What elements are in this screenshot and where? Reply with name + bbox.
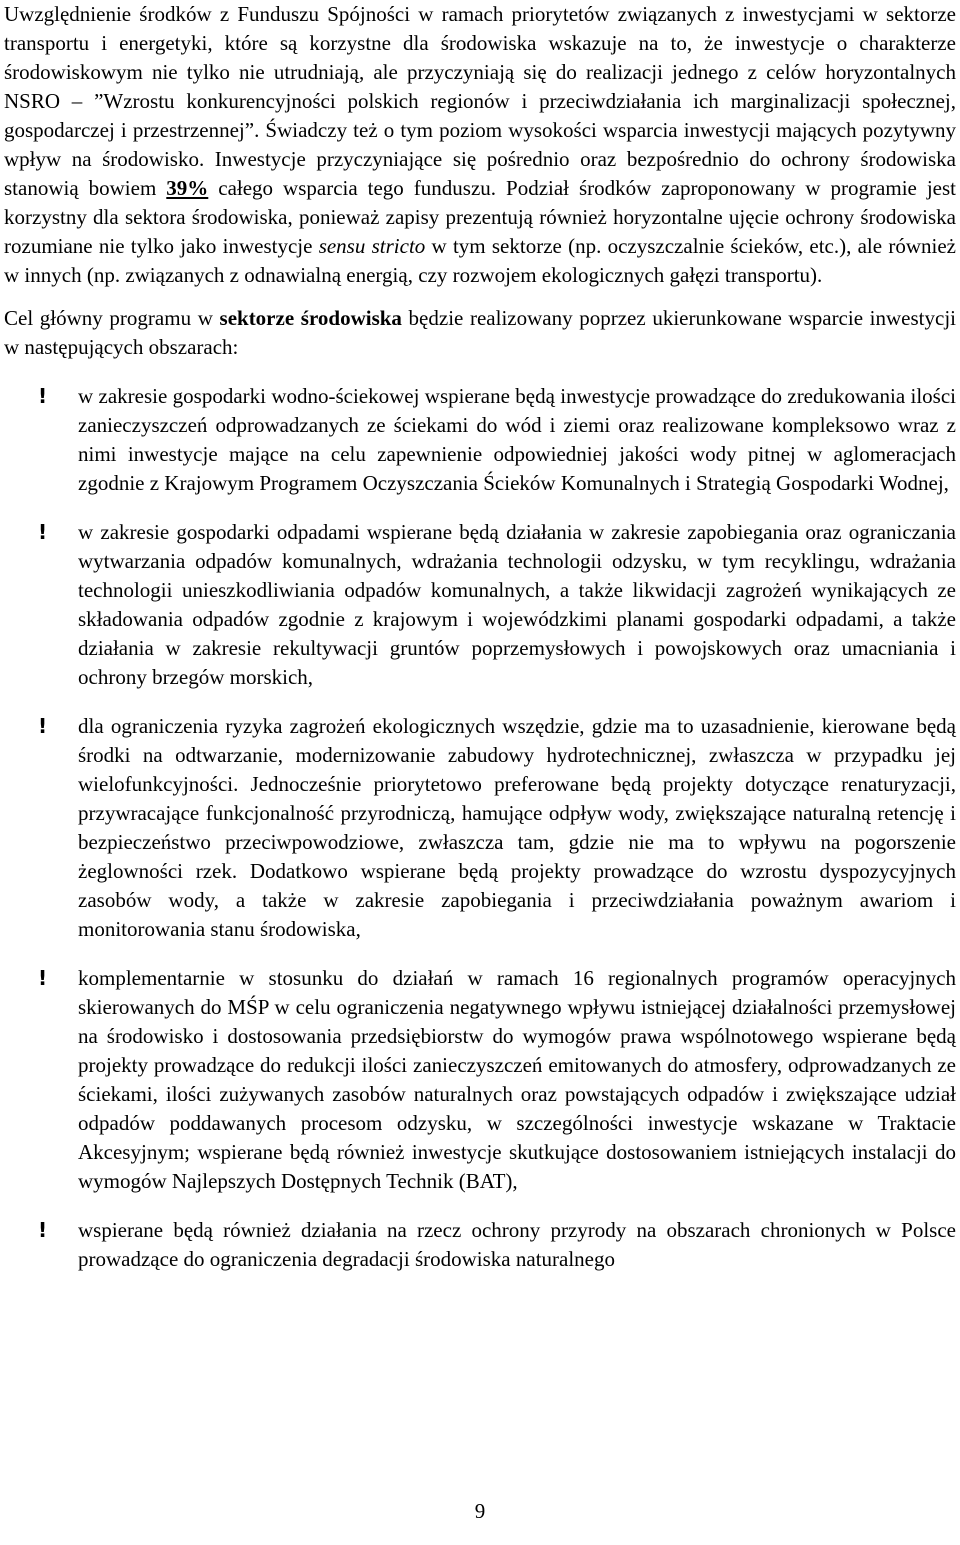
list-item	[4, 964, 956, 1196]
support-areas-list	[4, 382, 956, 1274]
intro-paragraph	[4, 0, 956, 290]
list-item	[4, 712, 956, 944]
exclamation-bullet-icon: !	[38, 966, 48, 990]
exclamation-bullet-icon: !	[38, 1218, 48, 1242]
exclamation-bullet-icon: !	[38, 714, 48, 738]
list-item-text: w zakresie gospodarki odpadami wspierane będą działania w zakresie zapobiegania oraz ograniczania wytwarzania odpadów komunalnych, wdrażania technologii odzysku, w tym recyklingu, wdrażania technologii unieszkodliwiania odpadów komunalnych, a także likwidacji zagrożeń wynikających ze składowania odpadów zgodnie z krajowym i wojewódzkimi planami gospodarki odpadami, a także działania w zakresie rekultywacji gruntów poprzemysłowych i powojskowych oraz umacniania i ochrony brzegów morskich,	[78, 520, 956, 689]
list-item	[4, 1216, 956, 1274]
intro-text-1: Uwzględnienie środków z Funduszu Spójności w ramach priorytetów związanych z inwestycjami w sektorze transportu i energetyki, które są korzystne dla środowiska wskazuje na to, że inwestycje o charakterze środowiskowym nie tylko nie utrudniają, ale przyczyniają się do realizacji jednego z celów horyzontalnych NSRO – ”Wzrostu konkurencyjności polskich regionów i przeciwdziałania ich marginalizacji społecznej, gospodarczej i przestrzennej”. Świadczy też o tym poziom wysokości wsparcia inwestycji mających pozytywny wpływ na środowisko. Inwestycje przyczyniające się pośrednio oraz bezpośrednio do ochrony środowiska stanowią bowiem	[4, 2, 956, 200]
exclamation-bullet-icon: !	[38, 384, 48, 408]
list-item-text: w zakresie gospodarki wodno-ściekowej wspierane będą inwestycje prowadzące do zredukowania ilości zanieczyszczeń odprowadzanych ze ściekami do wód i ziemi oraz realizowane kompleksowo wraz z nimi inwestycje mające na celu zapewnienie odpowiedniej jakości wody pitnej w aglomeracjach zgodnie z Krajowym Programem Oczyszczania Ścieków Komunalnych i Strategią Gospodarki Wodnej,	[78, 384, 956, 495]
list-item-text: dla ograniczenia ryzyka zagrożeń ekologicznych wszędzie, gdzie ma to uzasadnienie, kierowane będą środki na odtwarzanie, modernizowanie zabudowy hydrotechnicznej, zwłaszcza w przypadku jej wielofunkcyjności. Jednocześnie priorytetowo preferowane będą projekty dotyczące renaturyzacji, przywracające funkcjonalność przyrodniczą, hamujące odpływ wody, zwiększające naturalną retencję i bezpieczeństwo przeciwpowodziowe, zwłaszcza tam, gdzie nie ma to wpływu na pogorszenie żeglowności rzek. Dodatkowo wspierane będą projekty prowadzące do wzrostu dyspozycyjnych zasobów wody, a także w zakresie zapobiegania i przeciwdziałania poważnym awariom i monitorowania stanu środowiska,	[78, 714, 956, 941]
goal-text-1: Cel główny programu w	[4, 306, 220, 330]
exclamation-bullet-icon: !	[38, 520, 48, 544]
list-item	[4, 518, 956, 692]
intro-text-2: całego wsparcia tego funduszu. Podział środków zaproponowany w programie jest korzystny dla sektora środowiska, ponieważ zapisy prezentują również horyzontalne ujęcie ochrony środowiska rozumiane nie tylko jako inwestycje	[4, 176, 956, 258]
support-share-value: 39%	[166, 176, 209, 200]
intro-italic-term: sensu stricto	[318, 234, 426, 258]
list-item-text: komplementarnie w stosunku do działań w ramach 16 regionalnych programów operacyjnych skierowanych do MŚP w celu ograniczenia negatywnego wpływu istniejącej działalności przemysłowej na środowisko i dostosowania przedsiębiorstw do wymogów prawa wspólnotowego wspierane będą projekty prowadzące do redukcji ilości zanieczyszczeń emitowanych do atmosfery, odprowadzanych ze ściekami, ilości zużywanych zasobów naturalnych oraz powstających odpadów i zwiększające udział odpadów poddawanych procesom odzysku, w szczególności inwestycje wskazane w Traktacie Akcesyjnym; wspierane będą również inwestycje skutkujące dostosowaniem istniejących instalacji do wymogów Najlepszych Dostępnych Technik (BAT),	[78, 966, 956, 1193]
intro-text-3: w tym sektorze (np. oczyszczalnie ścieków, etc.), ale również w innych (np. związanych z odnawialną energią, czy rozwojem ekologicznych gałęzi transportu).	[4, 234, 956, 287]
goal-text-2: będzie realizowany poprzez ukierunkowane wsparcie inwestycji w następujących obszarach:	[4, 306, 956, 359]
page-number: 9	[474, 1499, 486, 1523]
goal-sector-term: sektorze środowiska	[219, 306, 402, 330]
list-item	[4, 382, 956, 498]
list-item-text: wspierane będą również działania na rzecz ochrony przyrody na obszarach chronionych w Polsce prowadzące do ograniczenia degradacji środowiska naturalnego	[78, 1218, 956, 1271]
goal-paragraph	[4, 304, 956, 362]
